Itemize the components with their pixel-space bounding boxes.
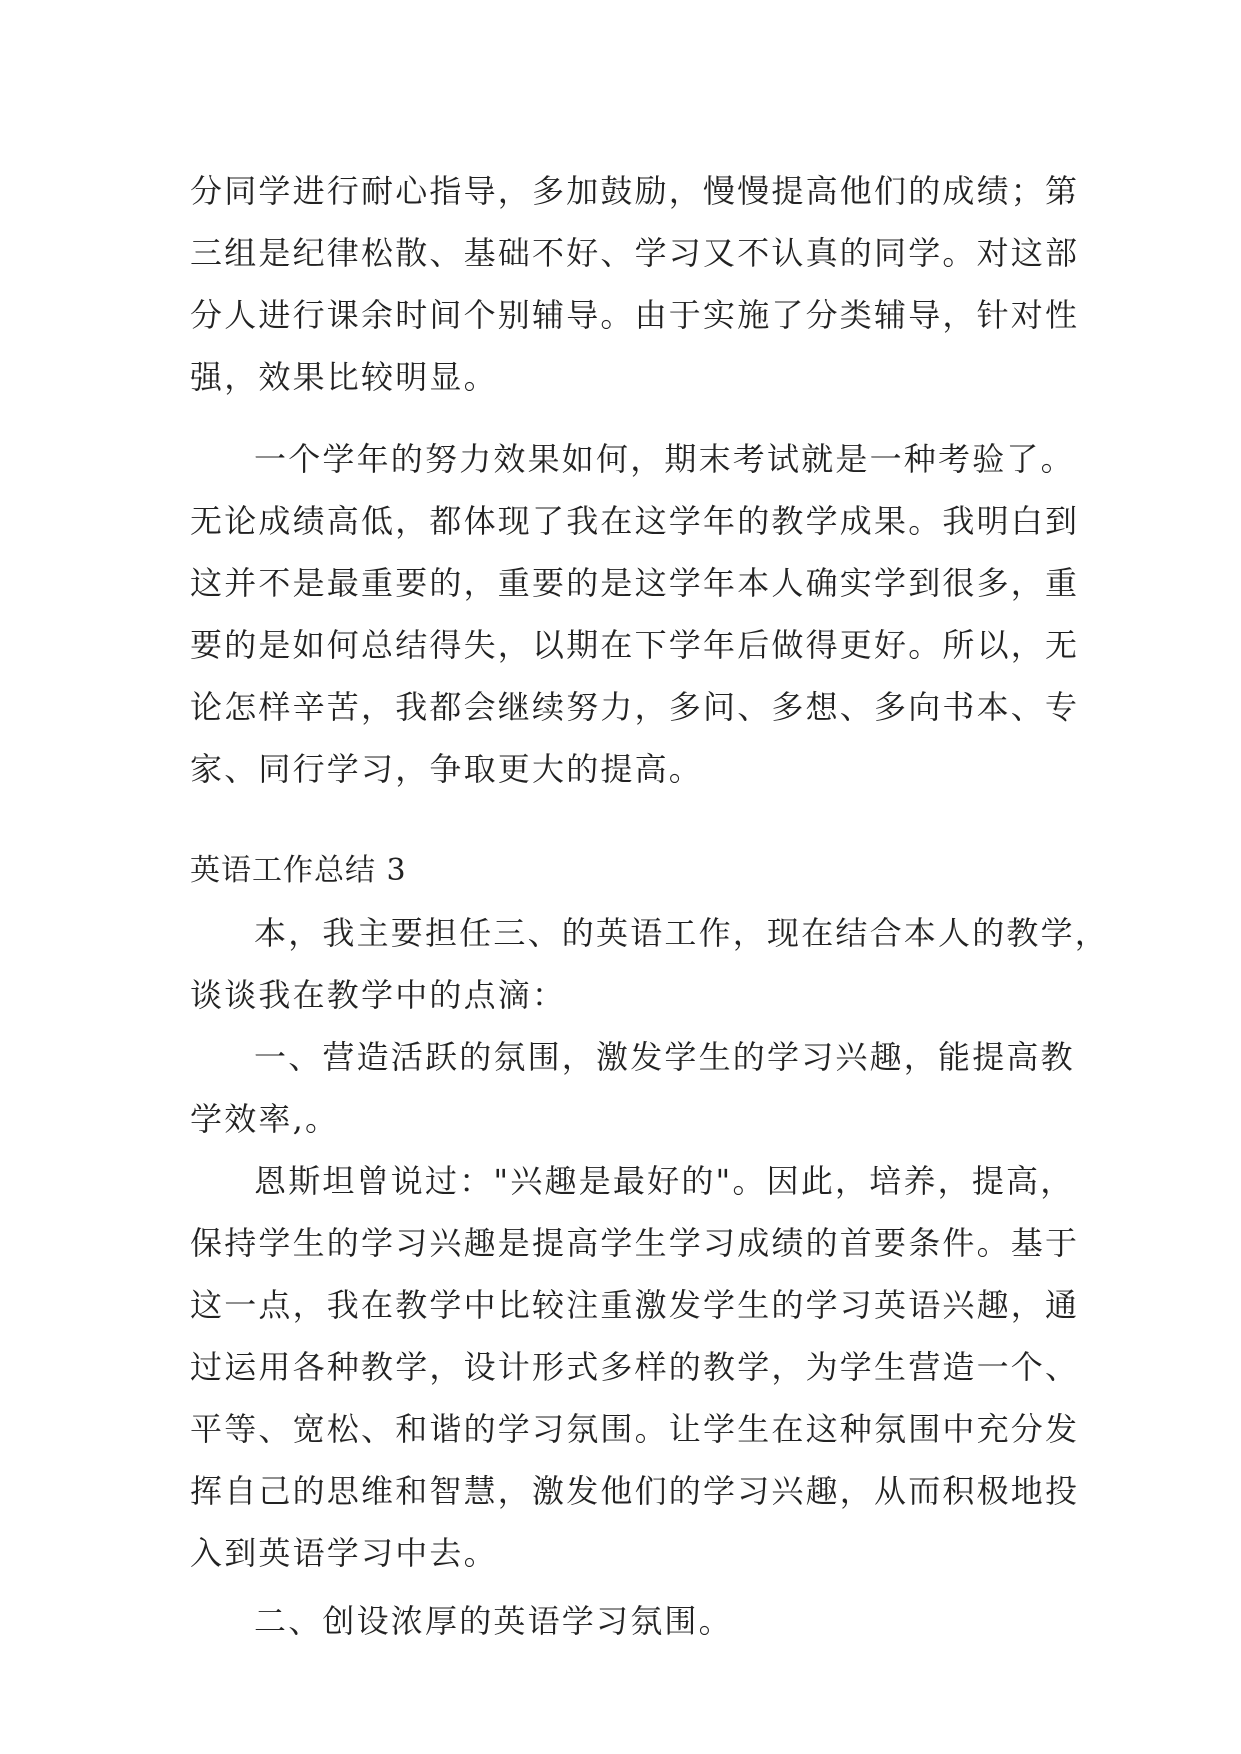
text-line: 谈谈我在教学中的点滴：	[190, 976, 567, 1014]
text-line: 一个学年的努力效果如何，期末考试就是一种考验了。	[254, 440, 1075, 478]
text-line: 这并不是最重要的，重要的是这学年本人确实学到很多，重	[190, 564, 1080, 602]
paragraph-gap	[190, 408, 1050, 428]
text-line: 要的是如何总结得失，以期在下学年后做得更好。所以，无	[190, 626, 1080, 664]
text-line: 挥自己的思维和智慧，激发他们的学习兴趣，从而积极地投	[190, 1472, 1080, 1510]
text-line: 平等、宽松、和谐的学习氛围。让学生在这种氛围中充分发	[190, 1410, 1080, 1448]
text-line: 分同学进行耐心指导，多加鼓励，慢慢提高他们的成绩；第	[190, 172, 1080, 210]
text-line: 过运用各种教学，设计形式多样的教学，为学生营造一个、	[190, 1348, 1080, 1386]
text-line: 学效率,。	[190, 1100, 340, 1138]
text-line: 一、营造活跃的氛围，激发学生的学习兴趣，能提高教	[254, 1038, 1075, 1076]
text-line: 二、创设浓厚的英语学习氛围。	[254, 1602, 733, 1640]
text-line: 入到英语学习中去。	[190, 1534, 498, 1572]
paragraph	[190, 1150, 1080, 1584]
text-line: 保持学生的学习兴趣是提高学生学习成绩的首要条件。基于	[190, 1224, 1080, 1262]
paragraph	[190, 1026, 1075, 1150]
text-line: 无论成绩高低，都体现了我在这学年的教学成果。我明白到	[190, 502, 1080, 540]
text-line: 分人进行课余时间个别辅导。由于实施了分类辅导，针对性	[190, 296, 1080, 334]
section-title: 英语工作总结 3	[190, 853, 407, 888]
text-line: 家、同行学习，争取更大的提高。	[190, 750, 704, 788]
text-line: 恩斯坦曾说过："兴趣是最好的"。因此，培养，提高，	[254, 1162, 1075, 1200]
paragraph	[190, 1590, 1050, 1652]
text-line: 强，效果比较明显。	[190, 358, 498, 396]
text-line: 这一点，我在教学中比较注重激发学生的学习英语兴趣，通	[190, 1286, 1080, 1324]
paragraph	[190, 428, 1080, 800]
text-line: 三组是纪律松散、基础不好、学习又不认真的同学。对这部	[190, 234, 1080, 272]
paragraph	[190, 902, 1110, 1026]
text-line: 论怎样辛苦，我都会继续努力，多问、多想、多向书本、专	[190, 688, 1080, 726]
paragraph	[190, 160, 1080, 408]
document-page	[190, 160, 1110, 1652]
text-line: 本，我主要担任三、的英语工作，现在结合本人的教学，	[254, 914, 1110, 952]
